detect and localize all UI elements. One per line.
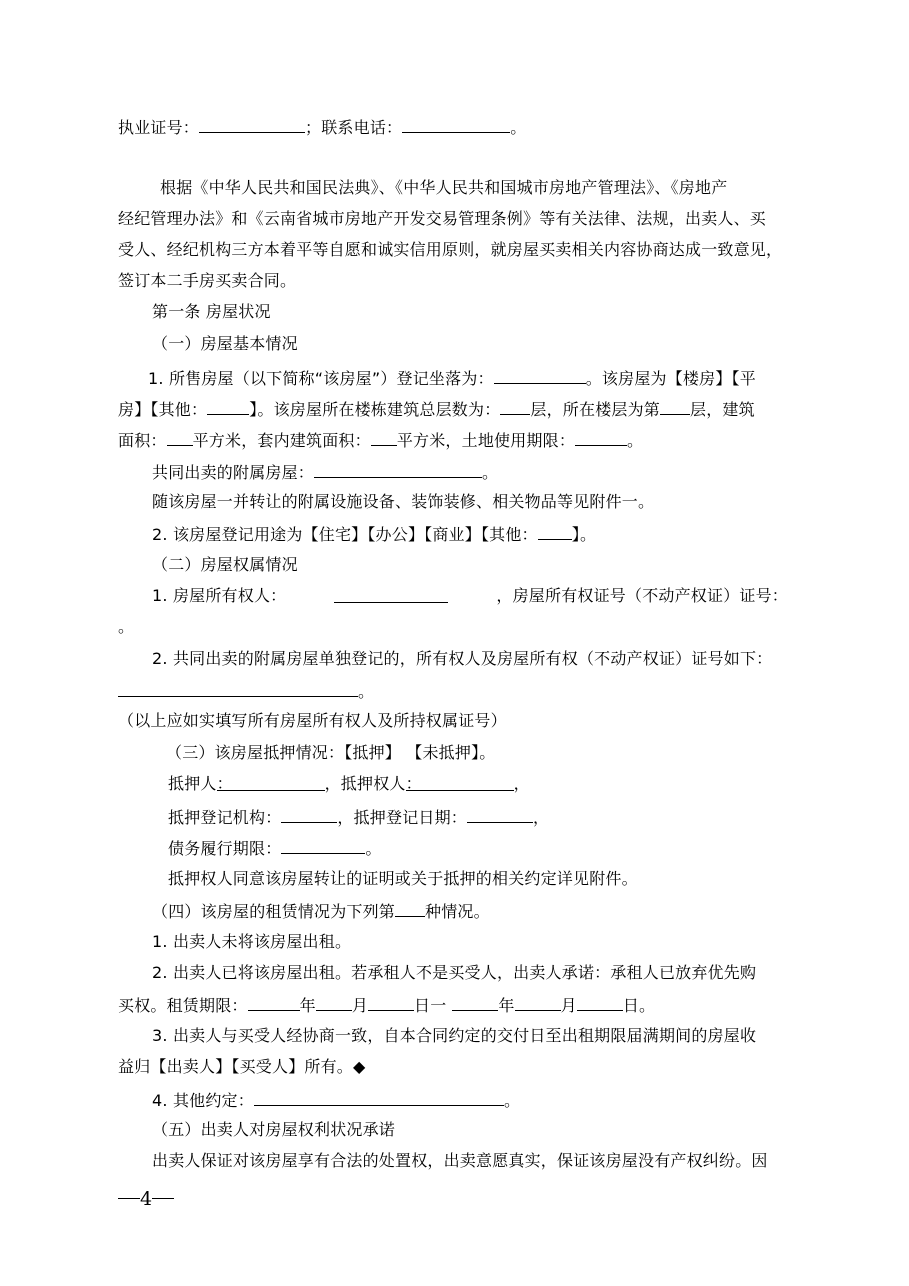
land-term-blank[interactable] — [575, 429, 627, 446]
preamble-line-4: 签订本二手房买卖合同。 — [118, 271, 297, 290]
total-floors-blank[interactable] — [500, 398, 530, 415]
page-dash-left — [118, 1198, 140, 1199]
page-number: 4 — [118, 1187, 174, 1211]
start-day-blank[interactable] — [368, 994, 414, 1011]
attached-owner-blank[interactable] — [118, 680, 358, 697]
mortgage-consent-line: 抵押权人同意该房屋转让的证明或关于抵押的相关约定详见附件。 — [168, 869, 638, 888]
license-phone-line: 执业证号： ；联系电话： 。 — [118, 118, 527, 137]
item-area: 面积： 平方米，套内建筑面积： 平方米，土地使用期限： 。 — [118, 431, 644, 450]
item-location: 1. 所售房屋（以下简称“该房屋”）登记坐落为： 。该房屋为【楼房】【平 — [148, 369, 756, 388]
lease-case-blank[interactable] — [395, 900, 425, 917]
section-lease: （四）该房屋的租赁情况为下列第 种情况。 — [152, 902, 490, 921]
attached-house-line: 共同出卖的附属房屋： 。 — [152, 463, 499, 482]
lease-term-line: 买权。租赁期限： 年 月 日一 年 月 日。 — [118, 996, 656, 1015]
owner-blank[interactable] — [334, 586, 448, 603]
end-day-blank[interactable] — [577, 994, 623, 1011]
attached-house-blank[interactable] — [314, 461, 482, 478]
end-year-blank[interactable] — [452, 994, 498, 1011]
start-year-blank[interactable] — [248, 994, 300, 1011]
lease-item-2: 2. 出卖人已将该房屋出租。若承租人不是买受人，出卖人承诺：承租人已放弃优先购 — [152, 963, 757, 982]
mortgagee-blank[interactable]: ： — [406, 774, 514, 791]
owner-line-end: 。 — [118, 617, 135, 636]
section-seller-promise: （五）出卖人对房屋权利状况承诺 — [152, 1120, 396, 1139]
preamble-line-1: 根据《中华人民共和国民法典》、《中华人民共和国城市房地产管理法》、《房地产 — [160, 178, 728, 197]
item-type-floors: 房】【其他： 】。该房屋所在楼栋建筑总层数为： 层，所在楼层为第 层，建筑 — [118, 400, 755, 419]
debt-term-blank[interactable] — [281, 837, 365, 854]
floor-number-blank[interactable] — [660, 398, 690, 415]
building-area-blank[interactable] — [167, 429, 193, 446]
lease-item-3: 3. 出卖人与买受人经协商一致，自本合同约定的交付日至出租期限届满期间的房屋收 — [152, 1026, 757, 1045]
lease-item-1: 1. 出卖人未将该房屋出租。 — [152, 932, 352, 951]
seller-promise-line: 出卖人保证对该房屋享有合法的处置权，出卖意愿真实，保证该房屋没有产权纠纷。因 — [152, 1151, 768, 1170]
mortgagor-line: 抵押人： ，抵押权人： ， — [168, 774, 530, 793]
fill-note: （以上应如实填写所有房屋所有权人及所持权属证号） — [118, 711, 507, 730]
attached-owner-line-2: 。 — [118, 680, 374, 702]
start-month-blank[interactable] — [316, 994, 352, 1011]
mortgage-registry-line: 抵押登记机构： ，抵押登记日期： ， — [168, 808, 550, 827]
article-1-heading: 第一条 房屋状况 — [152, 302, 271, 321]
inner-area-blank[interactable] — [371, 429, 397, 446]
end-month-blank[interactable] — [515, 994, 561, 1011]
location-blank[interactable] — [494, 367, 586, 384]
attached-owner-line: 2. 共同出卖的附属房屋单独登记的，所有权人及房屋所有权（不动产权证）证号如下： — [152, 649, 773, 668]
section-ownership: （二）房屋权属情况 — [152, 555, 298, 574]
other-type-blank[interactable] — [207, 398, 249, 415]
registry-date-blank[interactable] — [467, 806, 533, 823]
preamble-line-2: 经纪管理办法》和《云南省城市房地产开发交易管理条例》等有关法律、法规，出卖人、买 — [118, 209, 767, 228]
section-mortgage: （三）该房屋抵押情况：【抵押】 【未抵押】。 — [166, 743, 496, 762]
section-basic-info: （一）房屋基本情况 — [152, 334, 298, 353]
other-agreement-blank[interactable] — [254, 1089, 504, 1106]
lease-item-3-cont: 益归【出卖人】【买受人】所有。◆ — [118, 1057, 366, 1076]
item-usage: 2. 该房屋登记用途为【住宅】【办公】【商业】【其他： 】。 — [152, 525, 597, 544]
debt-term-line: 债务履行期限： 。 — [168, 839, 382, 858]
facilities-line: 随该房屋一并转让的附属设施设备、装饰装修、相关物品等见附件一。 — [152, 492, 655, 511]
registry-agency-blank[interactable] — [281, 806, 337, 823]
phone-blank[interactable] — [402, 116, 510, 133]
usage-other-blank[interactable] — [538, 523, 572, 540]
lease-item-4: 4. 其他约定： 。 — [152, 1091, 521, 1110]
owner-line: 1. 房屋所有权人： ，房屋所有权证号（不动产权证）证号： — [152, 586, 788, 605]
mortgagor-blank[interactable]: ： — [217, 774, 325, 791]
page-dash-right — [152, 1198, 174, 1199]
preamble-line-3: 受人、经纪机构三方本着平等自愿和诚实信用原则，就房屋买卖相关内容协商达成一致意见， — [118, 240, 783, 259]
license-number-blank[interactable] — [199, 116, 305, 133]
